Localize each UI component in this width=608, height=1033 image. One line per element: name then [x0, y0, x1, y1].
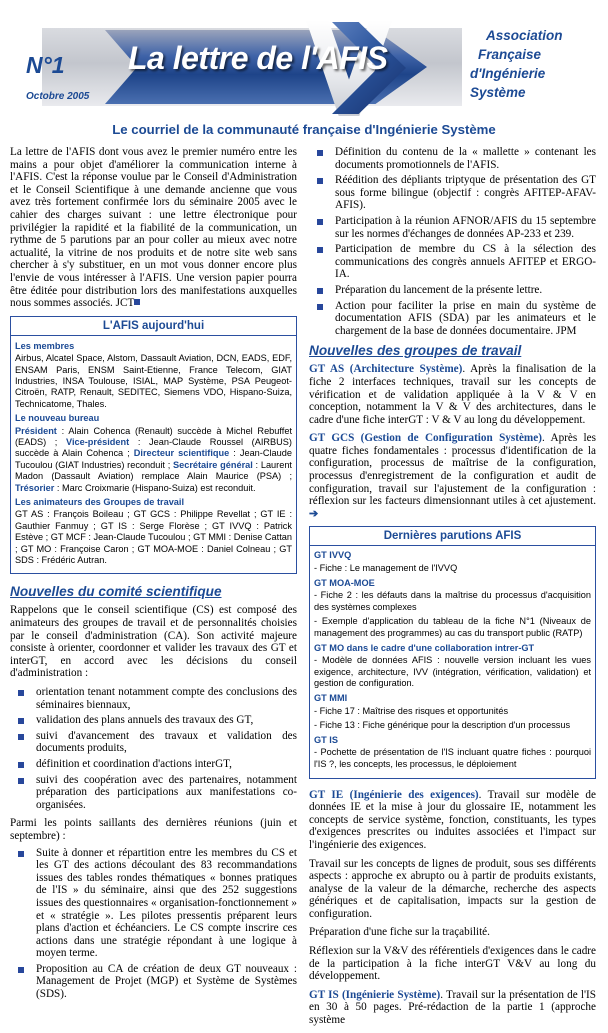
publication-group-title: GT IVVQ [314, 550, 352, 561]
latest-publications-title: Dernières parutions AFIS [310, 527, 595, 546]
list-item: Participation à la réunion AFNOR/AFIS du 15 septembre sur les normes d'échanges de données AP-233 et 239. [309, 215, 596, 240]
gt-ie-paragraph-4: Réflexion sur la V&V des référentiels d'exigences dans le cadre de la participation à la fiche interGT V&V au long du développement. [309, 945, 596, 983]
publication-item: - Fiche 17 : Maîtrise des risques et opportunités [314, 705, 509, 716]
right-column [309, 146, 596, 1033]
assoc-line-2: Française [478, 47, 542, 62]
publication-group-title: GT MOA-MOE [314, 577, 375, 588]
page-title: Le courriel de la communauté française d'Ingénierie Système [112, 122, 496, 137]
left-column [10, 146, 297, 1033]
list-item: suivi d'avancement des travaux et validation des documents produits, [10, 730, 297, 755]
gt-ie-text: . Travail sur modèle de données IE et la mise à jour du glossaire IE, notamment les concepts de service système, fonction, constituants, les types d'exigences prescrites ou induites associées et l'impact sur l'ingénierie des exigences. [309, 788, 596, 851]
bureau-detail: : Jean-Claude Roussel (AIRBUS) succède à Alain Cohenca ; [15, 436, 292, 459]
list-item: Participation de membre du CS à la sélection des communications des congrès annuels AFITEP et ERGO-IA. [309, 243, 596, 281]
gt-is-label: GT IS (Ingénierie Système) [309, 988, 441, 1001]
animators-heading: Les animateurs des Groupes de travail [15, 497, 185, 507]
list-item: suivi des coopération avec des partenaires, notamment préparation des participations aux manifestations co-organisées. [10, 774, 297, 812]
bureau-detail: : Jean-Claude Tucoulou (GIAT Industries) reconduit ; [15, 448, 292, 470]
publication-item: - Fiche 2 : les défauts dans la maîtrise du processus d'acquisition des systèmes complexes [314, 590, 591, 612]
issue-date: Octobre 2005 [26, 91, 90, 102]
bureau-role: Trésorier [15, 482, 55, 493]
gt-gcs-label: GT GCS (Gestion de Configuration Système) [309, 432, 542, 445]
list-item: Réédition des dépliants triptyque de présentation des GT sous forme bilingue (objectif : congrès AFITEP-AFAV-AFIS). [309, 174, 596, 212]
gt-gcs-paragraph [309, 432, 596, 520]
publication-item: - Exemple d'application du tableau de la fiche N°1 (Niveaux de management des programmes) au cas du transport public (RATP) [314, 616, 591, 638]
section-heading-groupes-de-travail: Nouvelles des groupes de travail [309, 343, 522, 359]
assoc-line-4: Système [470, 85, 526, 100]
bureau-detail: : Alain Cohenca (Renault) succède à Michel Rebuffet (EADS) ; [15, 425, 292, 447]
gt-as-label: GT AS (Architecture Système) [309, 363, 463, 376]
bureau-heading: Le nouveau bureau [15, 413, 100, 424]
list-item: Préparation du lancement de la présente lettre. [309, 284, 596, 297]
list-item: orientation tenant notamment compte des conclusions des séminaires biennaux, [10, 686, 297, 711]
publication-group-title: GT IS [314, 734, 338, 745]
list-item: Suite à donner et répartition entre les membres du CS et les GT des actions découlant des 83 recommandations issues des tables rondes thématiques « bonnes pratiques de l'IS » du séminaire, ainsi que des 252 suggestions issues des questionnaires « organisation-fonctionnement » et « stratégie ». Les pilotes pressentis préparent leurs plans d'action et échéanciers. Le CS compte inscrire ces actions dans une stratégie répondant à une logique à moyen terme. [10, 847, 297, 960]
list-item: Proposition au CA de création de deux GT nouveaux : Management de Projet (MGP) et Système de Systèmes (SDS). [10, 963, 297, 1001]
content-columns [0, 146, 608, 1033]
end-mark-icon [134, 299, 140, 305]
cs-activities-list [10, 686, 297, 811]
afis-today-box-title: L'AFIS aujourd'hui [11, 317, 296, 336]
afis-today-box-body [11, 336, 296, 574]
publication-item: - Pochette de présentation de l'IS incluant quatre fiches : pourquoi l'IS ?, les concepts, les processus, le déploiement [314, 747, 591, 769]
publication-group-title: GT MO dans le cadre d'une collaboration intrer-GT [314, 642, 535, 653]
members-list: Airbus, Alcatel Space, Alstom, Dassault Aviation, DCN, EADS, EDF, ENSAM Paris, ENSM Saint-Etienne, France Telecom, GIAT Industries, INSA Toulouse, ISIAL, MAP Système, PSA Peugeot-Citroën, RATP, Renault, SEDITEC, Siemens VDO, Hispano-Suiza, Technicatome, Thales. [15, 353, 292, 409]
bureau-role: Vice-président [66, 436, 130, 447]
members-heading: Les membres [15, 340, 75, 351]
assoc-line-1: Association [486, 28, 563, 43]
editorial-paragraph: La lettre de l'AFIS dont vous avez le premier numéro entre les mains a pour objet d'améliorer la communication interne à l'AFIS. C'est la réponse voulue par le Conseil d'Administration et le Conseil Scientifique à une demande ancienne que vous avez très fortement confirmée lors du séminaire 2005 avec le cahier des charges suivant : une lettre électronique pour privilégier la rapidité et la fiabilité de la communication, un rythme de 5 parutions par an pour coller au mieux avec notre actualité, la vitrine de nos produits et de notre site web sans chercher à s'y substituer, en un mot vous donner encore plus l'envie de vous intéresser à l'AFIS. Une version papier pourra être éditée pour distribution lors des manifestations auxquelles nous sommes associés. JCT [10, 146, 297, 310]
bureau-detail: : Laurent Madon (Dassault Aviation) remplace Alain Maurice (PSA) ; [15, 459, 292, 482]
list-item: Définition du contenu de la « mallette » contenant les documents promotionnels de l'AFIS. [309, 146, 596, 171]
continue-arrow-icon: ➔ [309, 507, 319, 520]
gt-ie-paragraph-2: Travail sur les concepts de lignes de produit, sous ses différents aspects : approche ex abrupto ou à partir de produits existants, analyse de la valeur de la démarche, recherche des aspects génériques et de capitalisation, impacts sur la gestion de configuration. [309, 857, 596, 920]
gt-gcs-text: . Après les quatre fiches fondamentales : processus d'identification de la configuration, processus de maîtrise de la configuration, processus d'enregistrement de la configuration et audit de configuration, travail sur l'ajustement de la configuration : réflexion sur les facteurs dimensionnant utiles à cet ajustement. [309, 432, 596, 508]
gt-is-text: . Travail sur la présentation de l'IS en 30 à 50 pages. Pré-rédaction de la partie 1 (approche système [309, 988, 596, 1027]
gt-is-paragraph [309, 989, 596, 1027]
gt-ie-paragraph-3: Préparation d'une fiche sur la traçabilité. [309, 926, 490, 939]
cs-highlights-list [10, 847, 297, 1001]
list-item: définition et coordination d'actions interGT, [10, 758, 297, 771]
publication-item: - Modèle de données AFIS : nouvelle version incluant les vues exigence, architecture, IVV (intégration, vérification, validation) et gestion de configuration. [314, 655, 591, 689]
gt-ie-paragraph [309, 789, 596, 852]
list-item: Action pour faciliter la prise en main du système de documentation AFIS (SDA) par les animateurs et le chargement de la base de données documentaire. JPM [309, 300, 596, 338]
bureau-role: Président [15, 425, 57, 436]
latest-publications-box [309, 526, 596, 778]
bureau-role: Directeur scientifique [133, 448, 230, 459]
section-heading-comite-scientifique: Nouvelles du comité scientifique [10, 584, 222, 600]
bureau-text [15, 426, 292, 494]
ca-actions-list [309, 146, 596, 337]
gt-ie-label: GT IE (Ingénierie des exigences) [309, 788, 479, 801]
issue-number: N°1 [26, 52, 65, 78]
gt-as-paragraph [309, 363, 596, 426]
publication-item: - Fiche : Le management de l'IVVQ [314, 563, 458, 574]
association-name [470, 26, 563, 102]
bureau-role: Secrétaire général [172, 459, 253, 470]
cs-intro-paragraph: Rappelons que le conseil scientifique (CS) est composé des animateurs des groupes de travail et de personnalités choisies par le conseil d'administration (CA). Son activité majeure consiste à orienter, coordonner et valider les travaux des GT et interGT, en accord avec les décisions du conseil d'administration : [10, 604, 297, 680]
gt-as-text: . Après la finalisation de la fiche 2 interfaces techniques, travail sur les concepts de vérification et de validation appliquée à la V & V en conception, notamment la V & V des architectures, dans le cadre d'une fiche interGT : V & V au long du développement. [309, 363, 596, 426]
afis-today-box [10, 316, 297, 575]
publication-group-title: GT MMI [314, 692, 348, 703]
bureau-detail: : Marc Croixmarie (Hispano-Suiza) est reconduit. [54, 482, 256, 493]
publication-title: La lettre de l'AFIS [128, 40, 388, 76]
cs-highlights-intro: Parmi les points saillants des dernières réunions (juin et septembre) : [10, 817, 297, 842]
latest-publications-body [310, 546, 595, 777]
assoc-line-3: d'Ingénierie [470, 66, 546, 81]
publication-item: - Fiche 13 : Fiche générique pour la description d'un processus [314, 720, 571, 731]
animators-text: GT AS : François Boileau ; GT GCS : Philippe Revellat ; GT IE : Gauthier Fanmuy ; GT IS : Serge Florèse ; GT IVVQ : Patrick Estève ; GT MCF : Jean-Claude Tucoulou ; GT MMI : Denise Cattan ; GT MO : Françoise Caron ; GT MOA-MOE : Daniel Colneau ; GT SDS : Frédéric Autran. [15, 509, 292, 566]
masthead [10, 8, 598, 116]
list-item: validation des plans annuels des travaux des GT, [10, 714, 297, 727]
